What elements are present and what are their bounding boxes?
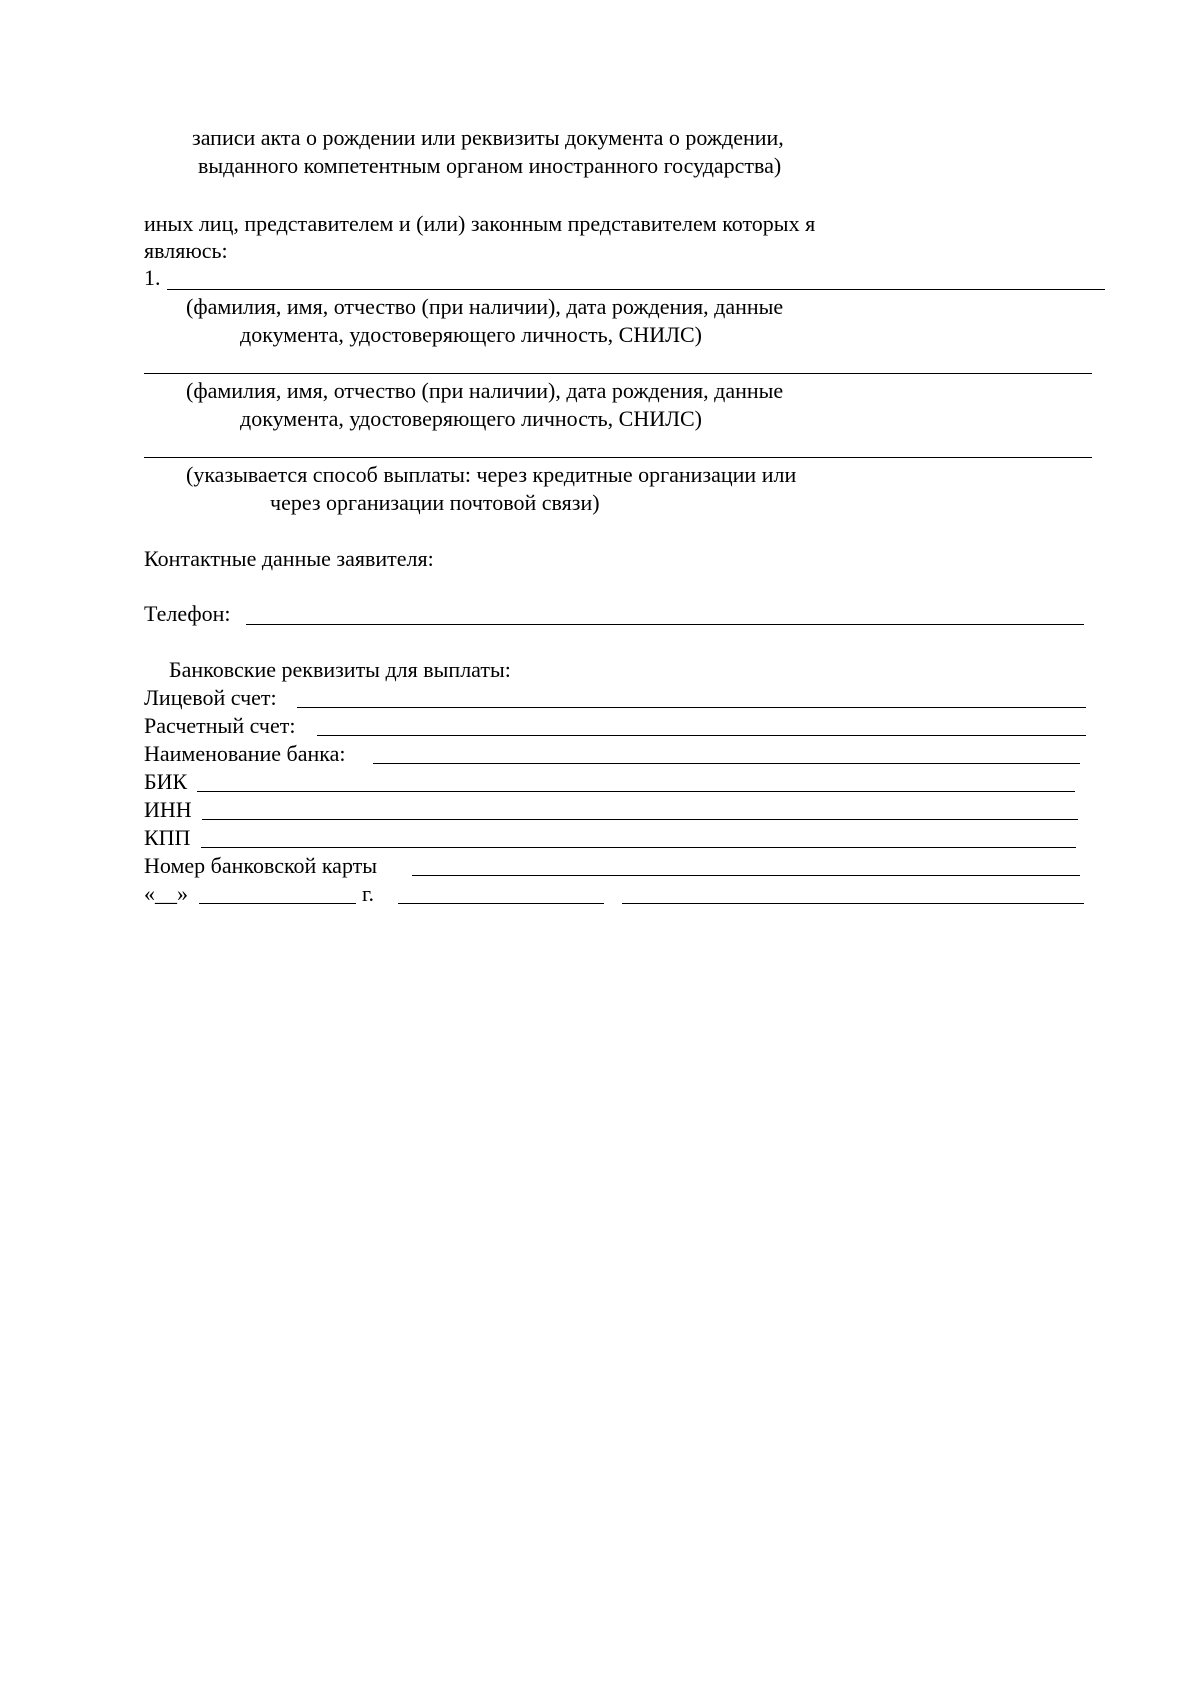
phone-label: Телефон: (144, 601, 231, 626)
settlement-account-label: Расчетный счет: (144, 713, 296, 738)
date-year-suffix: г. (362, 881, 375, 906)
kpp-label: КПП (144, 825, 191, 850)
signature-decoding-field[interactable] (622, 903, 1084, 904)
phone-field[interactable] (246, 624, 1084, 625)
payment-method-field[interactable] (144, 457, 1092, 458)
caption-birth-line-1: записи акта о рождении или реквизиты документа о рождении, (192, 125, 784, 150)
caption-person-2-line-2: документа, удостоверяющего личность, СНИЛС) (240, 406, 703, 431)
date-day: «__» (144, 881, 188, 906)
personal-account-label: Лицевой счет: (144, 685, 277, 710)
signature-field[interactable] (398, 903, 604, 904)
caption-payment-line-2: через организации почтовой связи) (270, 490, 600, 515)
contacts-heading: Контактные данные заявителя: (144, 546, 434, 571)
settlement-account-field[interactable] (317, 735, 1086, 736)
date-month-field[interactable] (199, 903, 356, 904)
caption-person-1-line-2: документа, удостоверяющего личность, СНИЛС) (240, 322, 703, 347)
kpp-field[interactable] (201, 847, 1076, 848)
card-number-field[interactable] (412, 875, 1080, 876)
other-persons-line-2: являюсь: (144, 238, 228, 263)
bik-label: БИК (144, 769, 188, 794)
bank-heading: Банковские реквизиты для выплаты: (169, 657, 511, 682)
bank-name-label: Наименование банка: (144, 741, 346, 766)
person-2-field[interactable] (144, 373, 1092, 374)
bik-field[interactable] (197, 791, 1075, 792)
caption-person-1-line-1: (фамилия, имя, отчество (при наличии), дата рождения, данные (186, 294, 784, 319)
bank-name-field[interactable] (373, 763, 1080, 764)
inn-label: ИНН (144, 797, 192, 822)
caption-payment-line-1: (указывается способ выплаты: через кредитные организации или (186, 462, 797, 487)
inn-field[interactable] (202, 819, 1078, 820)
entry-number-1: 1. (144, 265, 161, 290)
other-persons-line-1: иных лиц, представителем и (или) законным представителем которых я (144, 211, 816, 236)
card-number-label: Номер банковской карты (144, 853, 378, 878)
caption-birth-line-2: выданного компетентным органом иностранного государства) (198, 153, 782, 178)
person-1-field[interactable] (167, 289, 1105, 290)
caption-person-2-line-1: (фамилия, имя, отчество (при наличии), дата рождения, данные (186, 378, 784, 403)
personal-account-field[interactable] (297, 707, 1086, 708)
